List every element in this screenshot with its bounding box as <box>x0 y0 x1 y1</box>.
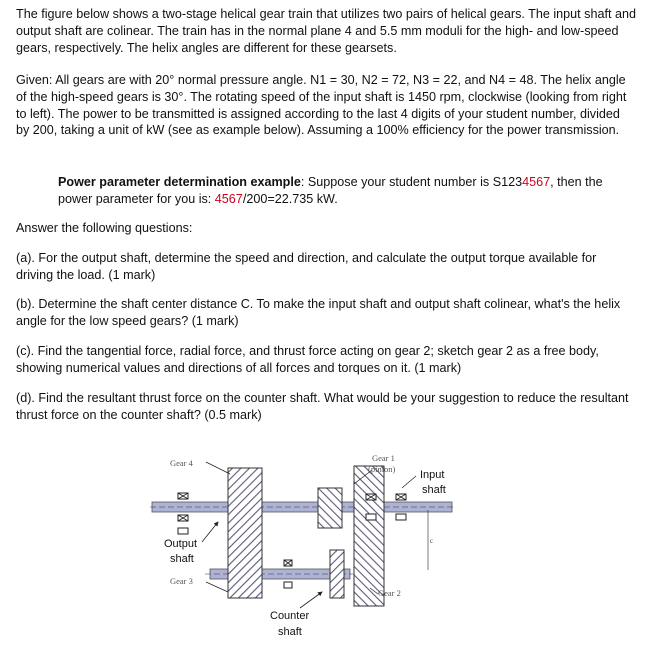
power-example <box>58 174 628 208</box>
gear-2-body <box>354 466 384 606</box>
question-c: (c). Find the tangential force, radial force, and thrust force acting on gear 2; sketch gear 2 as a free body, showing numerical values and directions of all forces and torques on it. (1 mark) <box>16 344 599 375</box>
question-b: (b). Determine the shaft center distance C. To make the input shaft and output shaft colinear, what's the helix angle for the low speed gears? (1 mark) <box>16 297 621 328</box>
gear-3-body <box>330 550 344 598</box>
example-heading: Power parameter determination example <box>58 175 301 189</box>
answer-prompt: Answer the following questions: <box>16 221 193 235</box>
intro-paragraph: The figure below shows a two-stage helical gear train that utilizes two pairs of helical gears. The input shaft and output shaft are colinear. The train has in the normal plane 4 and 5.5 mm moduli for the high- and low-speed gears, respectively. The helix angles are different for these gearsets. <box>16 7 636 55</box>
gear-train-figure <box>150 448 460 658</box>
example-text-b: , then the power parameter for you is: <box>58 175 603 206</box>
label-input-shaft-1: Input <box>420 469 445 481</box>
label-input-shaft-2: shaft <box>422 484 446 496</box>
label-gear-1-pinion: (pinion) <box>368 464 396 474</box>
example-text-c: /200=22.735 kW. <box>242 191 338 206</box>
label-gear-1: Gear 1 <box>372 453 395 463</box>
question-d: (d). Find the resultant thrust force on the counter shaft. What would be your suggestion to reduce the resultant thrust force on the counter shaft? (0.5 mark) <box>16 391 629 422</box>
example-digits-1: 4567 <box>522 175 551 189</box>
example-digits-2: 4567 <box>214 191 243 206</box>
gear-train-diagram <box>150 448 460 658</box>
gear-4-body <box>228 468 262 598</box>
label-gear-4: Gear 4 <box>170 458 193 468</box>
label-output-shaft-1: Output <box>164 538 198 550</box>
question-a: (a). For the output shaft, determine the speed and direction, and calculate the output torque available for driving the load. (1 mark) <box>16 251 597 282</box>
dim-c: c <box>430 537 434 545</box>
label-gear-3: Gear 3 <box>170 576 193 586</box>
label-gear-2: Gear 2 <box>378 588 401 598</box>
label-output-shaft-2: shaft <box>170 553 194 565</box>
example-text-a: : Suppose your student number is S123 <box>300 175 523 189</box>
label-counter-shaft-1: Counter <box>270 610 310 622</box>
given-paragraph: Given: All gears are with 20° normal pressure angle. N1 = 30, N2 = 72, N3 = 22, and N4 = 48. The helix angle of the high-speed gears is 30°. The rotating speed of the input shaft is 1450 rpm, clockwise (looking from right to left). The power to be transmitted is assigned according to the last 4 digits of your student number, divided by 200, taking a unit of kW (see as example below). Assuming a 100% efficiency for the power transmission. <box>16 73 627 138</box>
label-counter-shaft-2: shaft <box>278 626 302 638</box>
gear-1-body <box>318 488 342 528</box>
